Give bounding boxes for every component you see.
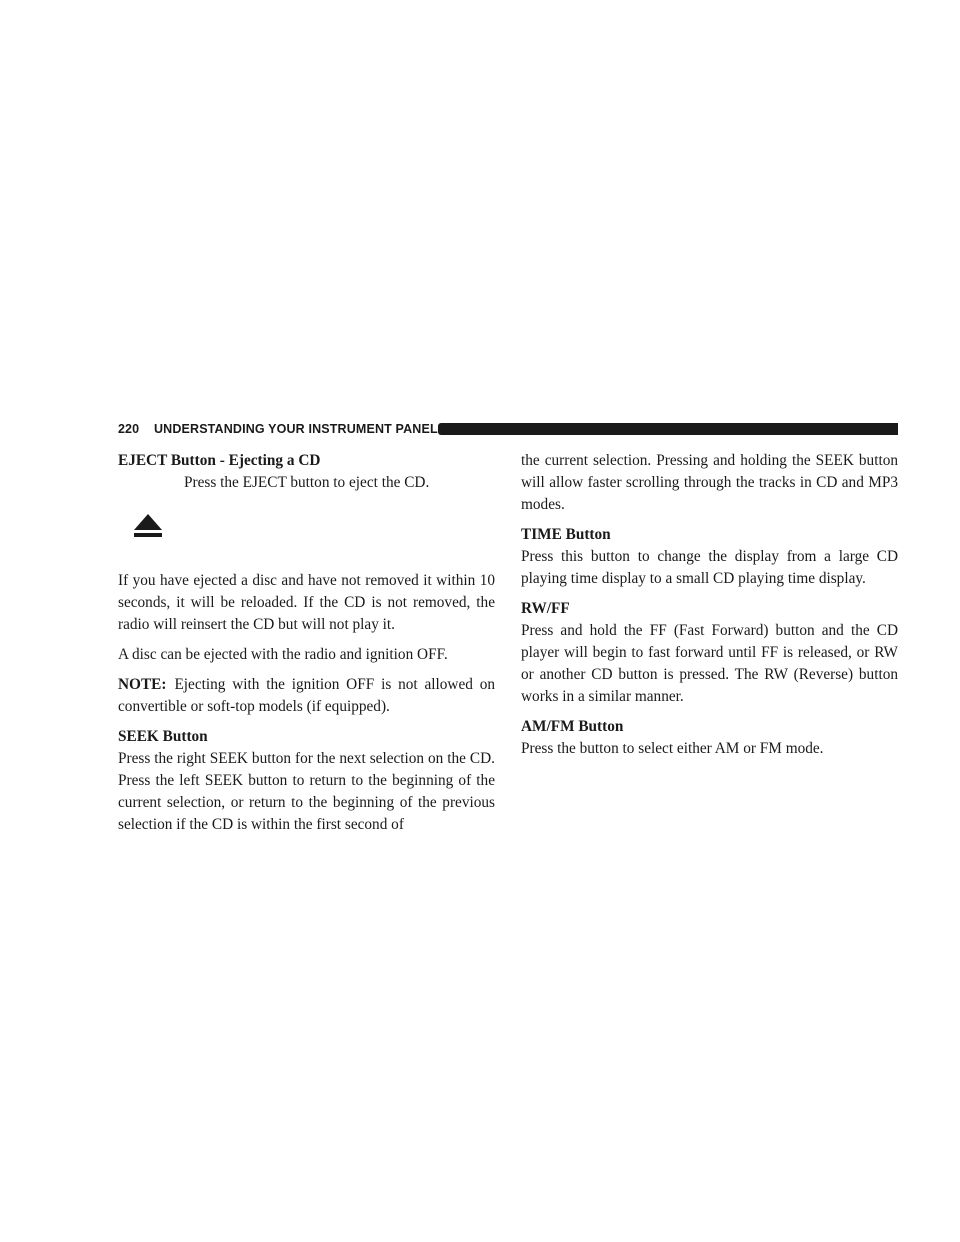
rwff-paragraph: Press and hold the FF (Fast Forward) button and the CD player will begin to fast forward until FF is released, or RW or another CD button is pressed. The RW (Reverse) button works in a similar manner. [521,622,898,705]
rwff-heading: RW/FF [521,600,570,617]
time-paragraph: Press this button to change the display from a large CD playing time display to a small CD playing time display. [521,548,898,587]
header-rule-bar [438,423,898,435]
page-number: 220 [118,422,140,436]
time-heading: TIME Button [521,526,611,543]
page-header [118,422,898,438]
right-column [521,450,898,760]
ignition-off-paragraph: A disc can be ejected with the radio and ignition OFF. [118,646,448,663]
note-text: Ejecting with the ignition OFF is not allowed on convertible or soft-top models (if equipped). [118,676,495,715]
seek-heading: SEEK Button [118,728,208,745]
seek-continued-paragraph: the current selection. Pressing and holding the SEEK button will allow faster scrolling through the tracks in CD and MP3 modes. [521,452,898,513]
eject-instruction-block [118,472,495,570]
amfm-heading: AM/FM Button [521,718,624,735]
eject-icon [134,514,162,538]
note-paragraph [118,674,495,718]
section-title: UNDERSTANDING YOUR INSTRUMENT PANEL [154,422,438,436]
left-column [118,450,495,836]
eject-instruction: Press the EJECT button to eject the CD. [184,474,430,491]
note-label: NOTE: [118,676,167,693]
seek-paragraph: Press the right SEEK button for the next selection on the CD. Press the left SEEK button to return to the beginning of the current selection, or return to the beginning of the previous selection if the CD is within the first second of [118,750,495,833]
eject-heading: EJECT Button - Ejecting a CD [118,452,321,469]
reload-paragraph: If you have ejected a disc and have not removed it within 10 seconds, it will be reloaded. If the CD is not removed, the radio will reinsert the CD but will not play it. [118,572,495,633]
amfm-paragraph: Press the button to select either AM or FM mode. [521,740,824,757]
